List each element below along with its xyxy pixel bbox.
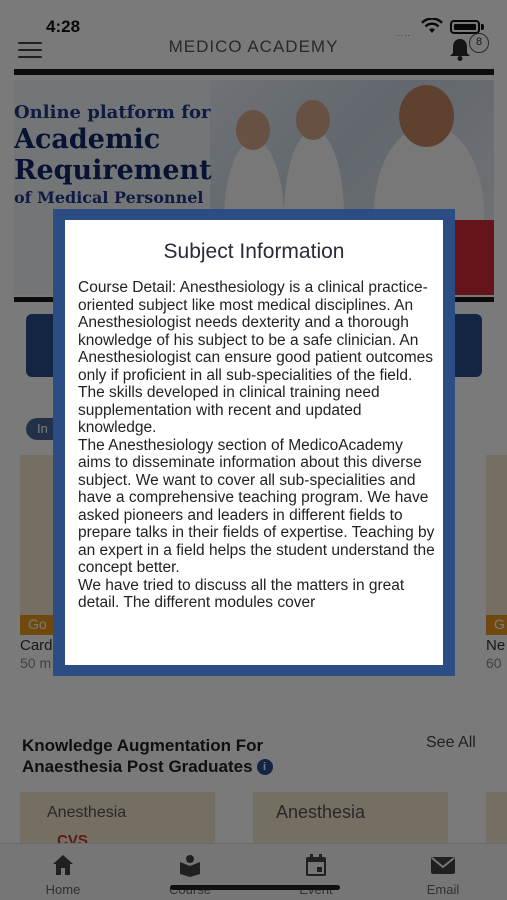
- modal-body[interactable]: [78, 279, 438, 612]
- subject-info-modal[interactable]: [65, 220, 443, 665]
- modal-paragraph: The Anesthesiology section of MedicoAcademy aims to disseminate information about this diverse subject. We want to cover all sub-specialities and have a comprehensive teaching program. We have asked pioneers and leaders in different fields to prepare talks in their fields of expertise. Teaching by an expert in a field helps the student understand the concept better.: [78, 436, 435, 576]
- modal-paragraph: Course Detail: Anesthesiology is a clinical practice-oriented subject like most medical disciplines. An Anesthesiologist needs dexterity and a thorough knowledge of his subject to be a safe clinician. An Anesthesiologist can ensure good patient outcomes only if proficient in all sub-specialities of the field. The skills developed in clinical training need supplementation with recent and updated knowledge.: [78, 279, 434, 436]
- modal-title: Subject Information: [163, 240, 345, 263]
- modal-paragraph: We have tried to discuss all the matters in great detail. The different modules cover: [78, 576, 405, 611]
